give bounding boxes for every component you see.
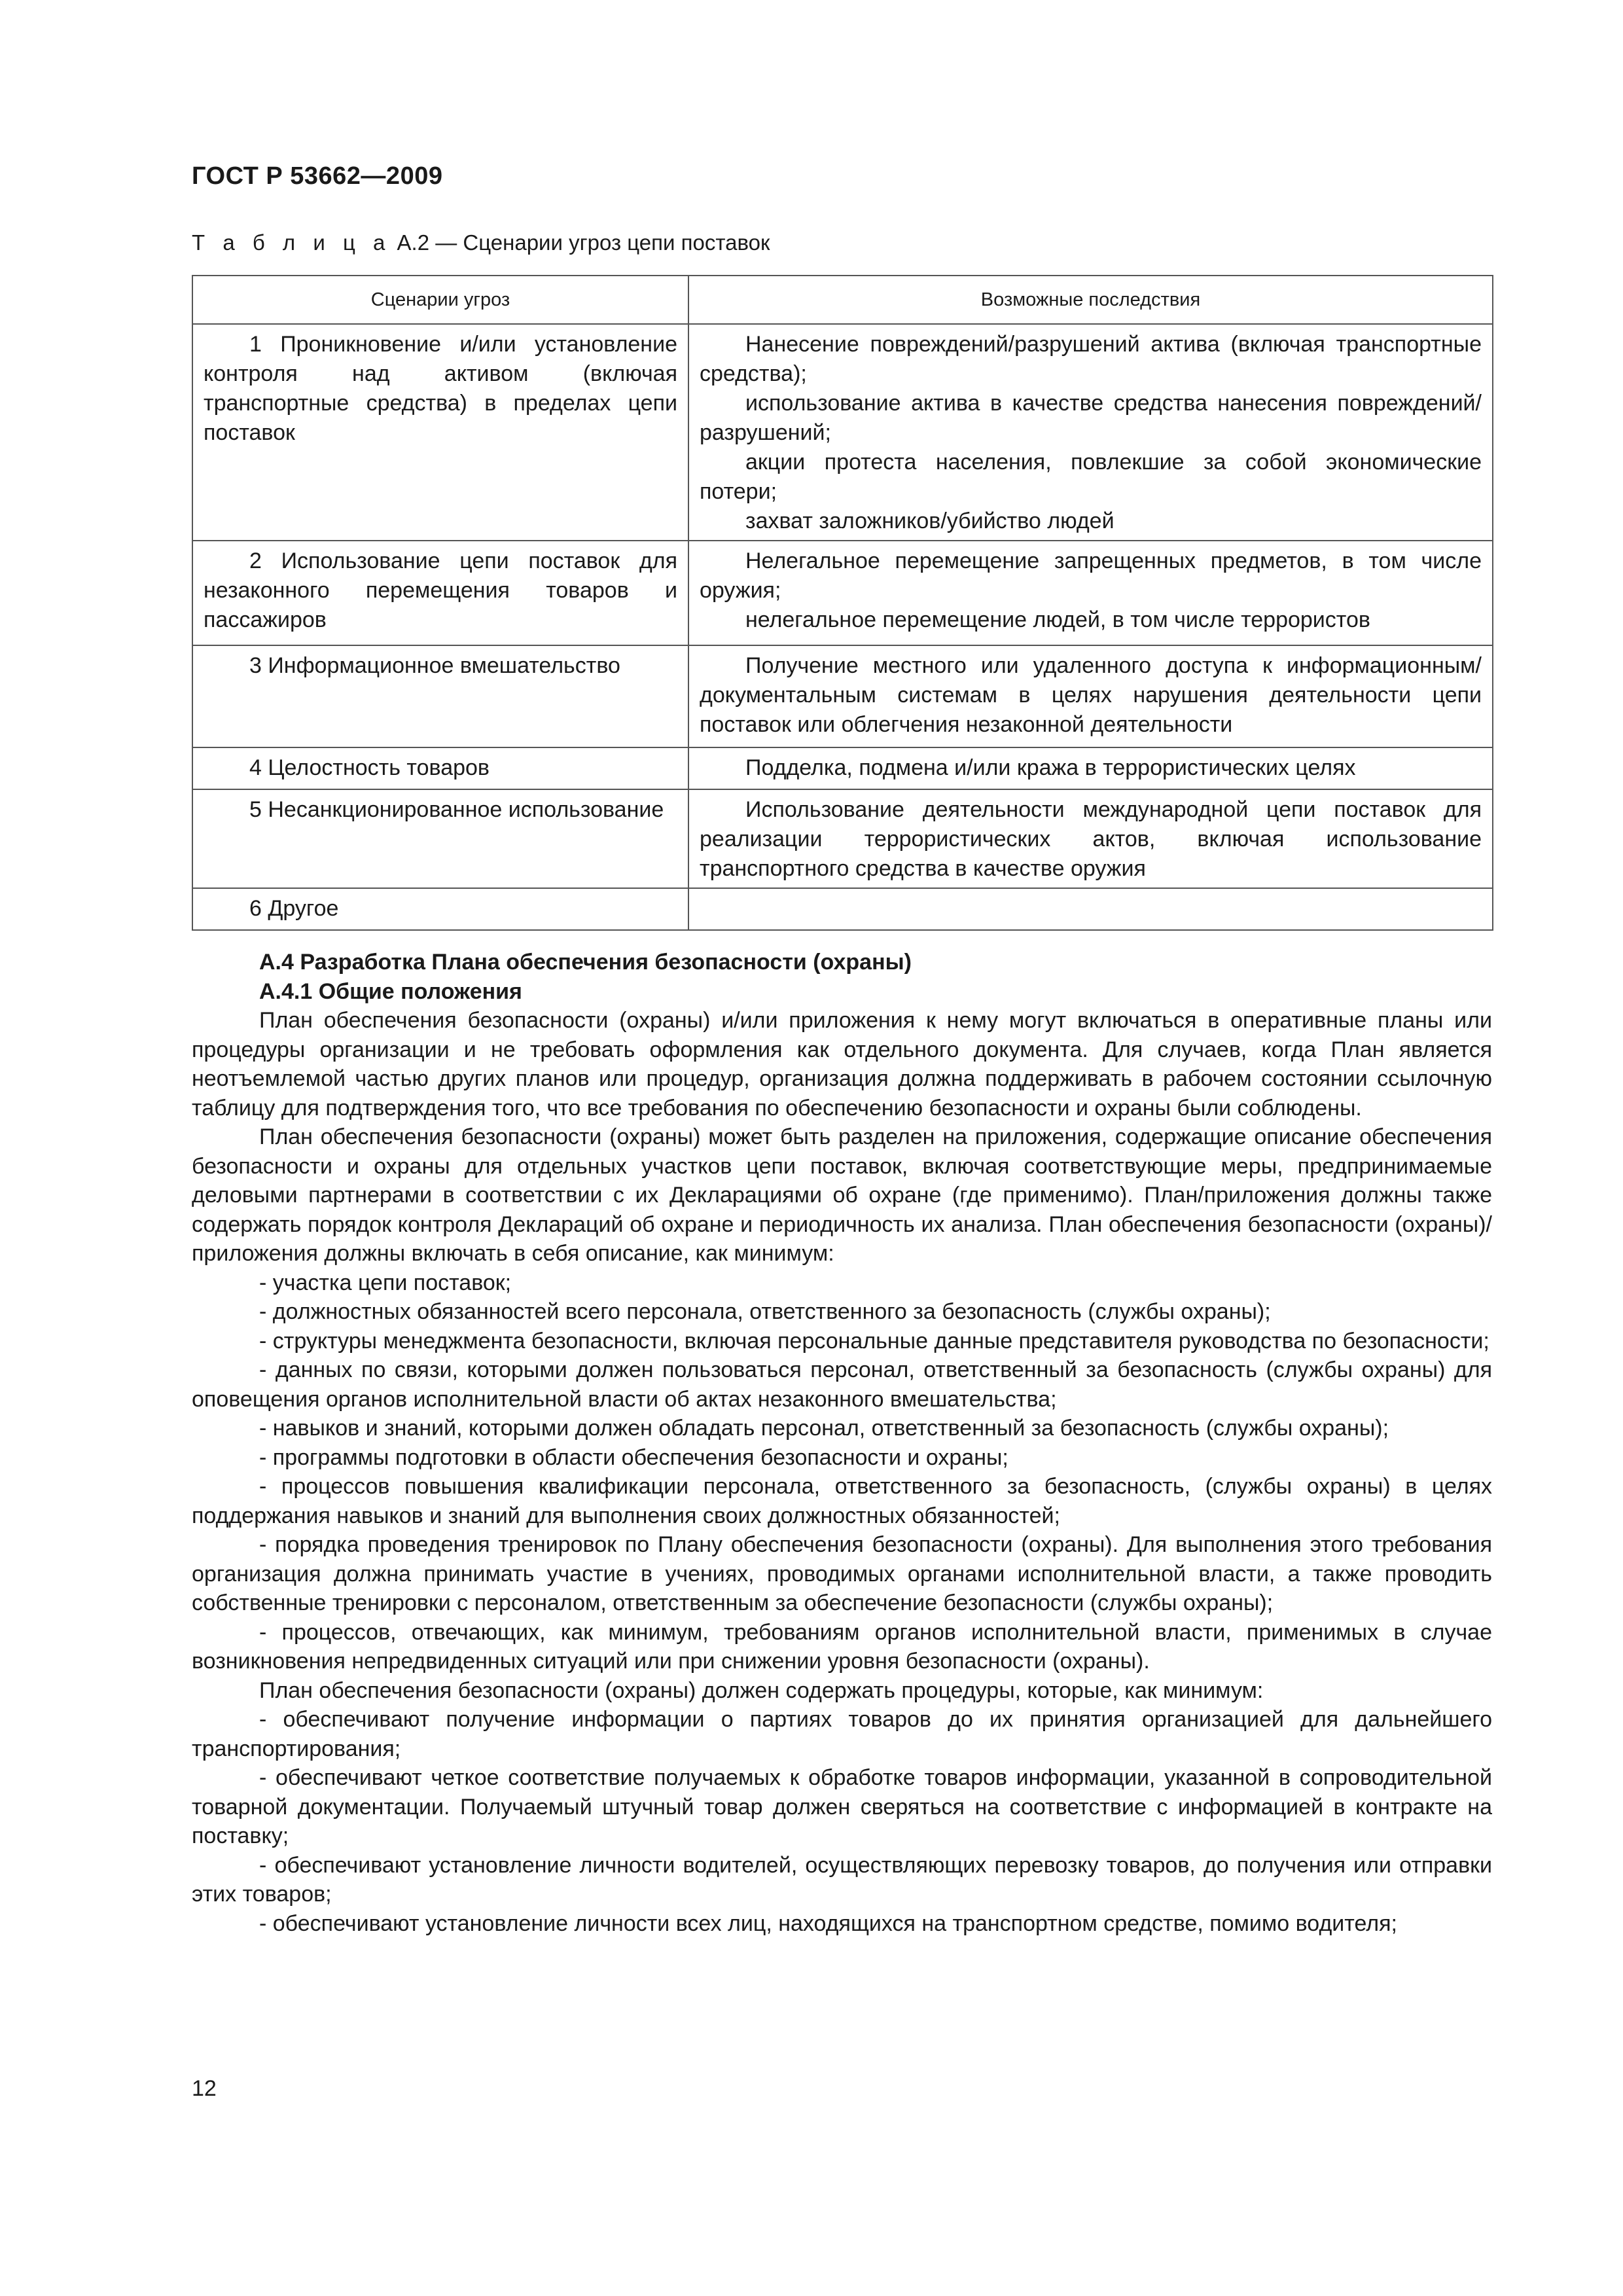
paragraph: План обеспечения безопасности (охраны) и/или приложения к нему могут включаться в оперативные планы или процедуры организации и не требовать оформления как отдельного документа. Для случаев, когда План является неотъемлемой частью других планов или процедур, организация должна поддерживать в рабочем состоянии ссылочную таблицу для подтверждения того, что все требования по обеспечению безопасности и охраны были соблюдены. (192, 1008, 1492, 1121)
scenario-cell (192, 789, 688, 888)
document-id-header: ГОСТ Р 53662—2009 (192, 162, 443, 190)
consequence-text: акции протеста населения, повлекшие за собой экономические потери; (700, 450, 1482, 504)
consequences-cell (688, 324, 1493, 541)
scenario-cell (192, 324, 688, 541)
scenario-text: 3 Информационное вмешательство (249, 653, 620, 678)
scenario-text: 1 Проникновение и/или установление контроля над активом (включая транспортные средства) в пределах цепи поставок (204, 332, 677, 445)
consequence-text: использование актива в качестве средства нанесения повреждений/разрушений; (700, 391, 1482, 445)
list-item: - навыков и знаний, которыми должен обладать персонал, ответственный за безопасность (службы охраны); (259, 1416, 1389, 1441)
page-number: 12 (192, 2076, 217, 2101)
list-item: - процессов повышения квалификации персонала, ответственного за безопасность, (службы охраны) в целях поддержания навыков и знаний для выполнения своих должностных обязанностей; (192, 1474, 1492, 1528)
table-caption-title: А.2 — Сценарии угроз цепи поставок (391, 230, 770, 255)
table-row (192, 888, 1493, 930)
scenario-text: 5 Несанкционированное использование (249, 797, 664, 822)
consequences-cell-empty (688, 888, 1493, 930)
consequence-text: Нелегальное перемещение запрещенных предметов, в том числе оружия; (700, 548, 1482, 603)
list-item: - процессов, отвечающих, как минимум, требованиям органов исполнительной власти, применимых в случае возникновения непредвиденных ситуаций или при снижении уровня безопасности (охраны). (192, 1619, 1492, 1674)
list-item: - программы подготовки в области обеспечения безопасности и охраны; (259, 1444, 1008, 1470)
consequences-cell (688, 747, 1493, 789)
table-row (192, 789, 1493, 888)
consequence-text: Получение местного или удаленного доступа к информационным/документальным системам в целях нарушения деятельности цепи поставок или облегчения незаконной деятельности (700, 653, 1482, 737)
column-header-consequences: Возможные последствия (688, 276, 1493, 324)
scenario-cell (192, 747, 688, 789)
list-item: - порядка проведения тренировок по Плану обеспечения безопасности (охраны). Для выполнения этого требования организация должна принимать участие в учениях, проводимых органами исполнительной власти, а также проводить собственные тренировки с персоналом, ответственным за обеспечение безопасности (службы охраны); (192, 1532, 1492, 1615)
column-header-scenarios: Сценарии угроз (192, 276, 688, 324)
consequence-text: захват заложников/убийство людей (745, 509, 1115, 533)
list-item: - обеспечивают установление личности водителей, осуществляющих перевозку товаров, до получения или отправки этих товаров; (192, 1852, 1492, 1907)
list-item: - должностных обязанностей всего персонала, ответственного за безопасность (службы охраны); (259, 1299, 1271, 1324)
consequence-text: Нанесение повреждений/разрушений актива (включая транспортные средства); (700, 332, 1482, 386)
consequence-text: нелегальное перемещение людей, в том числе террористов (745, 607, 1370, 632)
subsection-heading: А.4.1 Общие положения (259, 978, 522, 1004)
table-row (192, 747, 1493, 789)
threat-scenarios-table (192, 275, 1493, 931)
list-item: - обеспечивают установление личности всех лиц, находящихся на транспортном средстве, помимо водителя; (259, 1910, 1397, 1936)
consequence-text: Использование деятельности международной цепи поставок для реализации террористических актов, включая использование транспортного средства в качестве оружия (700, 797, 1482, 881)
list-item: - структуры менеджмента безопасности, включая персональные данные представителя руководства по безопасности; (259, 1328, 1489, 1354)
section-heading: А.4 Разработка Плана обеспечения безопасности (охраны) (259, 950, 912, 975)
list-item: - данных по связи, которыми должен пользоваться персонал, ответственный за безопасность (службы охраны) для оповещения органов исполнительной власти об актах незаконного вмешательства; (192, 1357, 1492, 1412)
paragraph: План обеспечения безопасности (охраны) может быть разделен на приложения, содержащие описание обеспечения безопасности и охраны для отдельных участков цепи поставок, включая соответствующие меры, предпринимаемые деловыми партнерами в соответствии с их Декларациями об охране (где применимо). План/приложения должны также содержать порядок контроля Деклараций об охране и периодичность их анализа. План обеспечения безопасности (охраны)/приложения должны включать в себя описание, как минимум: (192, 1124, 1492, 1266)
scenario-cell (192, 888, 688, 930)
scenario-cell (192, 541, 688, 645)
consequences-cell (688, 645, 1493, 747)
paragraph: План обеспечения безопасности (охраны) должен содержать процедуры, которые, как минимум: (259, 1677, 1264, 1703)
list-item: - обеспечивают получение информации о партиях товаров до их принятия организацией для дальнейшего транспортирования; (192, 1707, 1492, 1761)
scenario-text: 2 Использование цепи поставок для незаконного перемещения товаров и пассажиров (204, 548, 677, 632)
consequence-text: Подделка, подмена и/или кража в террористических целях (745, 755, 1356, 780)
consequences-cell (688, 541, 1493, 645)
table-row (192, 324, 1493, 541)
table-header-row (192, 276, 1493, 324)
table-caption (192, 230, 770, 255)
section-body (192, 948, 1492, 1938)
list-item: - обеспечивают четкое соответствие получаемых к обработке товаров информации, указанной в сопроводительной товарной документации. Получаемый штучный товар должен сверяться на соответствие с информацией в контракте на поставку; (192, 1765, 1492, 1848)
scenario-text: 6 Другое (249, 896, 339, 921)
scenario-cell (192, 645, 688, 747)
table-row (192, 541, 1493, 645)
list-item: - участка цепи поставок; (259, 1270, 512, 1295)
scenario-text: 4 Целостность товаров (249, 755, 490, 780)
consequences-cell (688, 789, 1493, 888)
table-row (192, 645, 1493, 747)
table-caption-prefix: Т а б л и ц а (192, 230, 391, 255)
